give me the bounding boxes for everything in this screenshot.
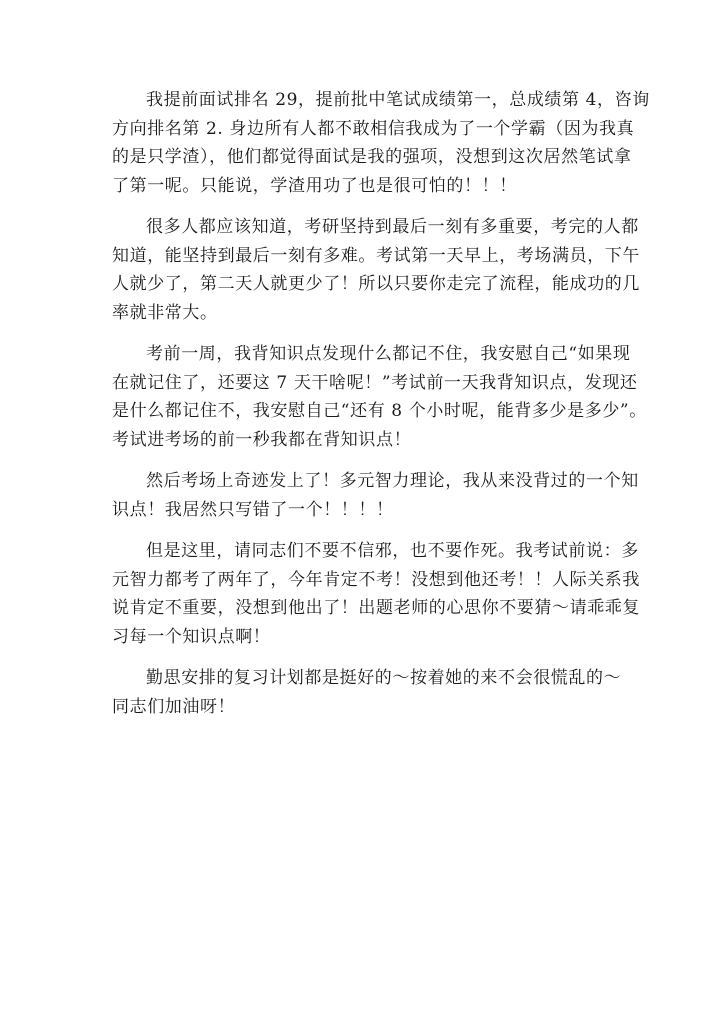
- text-line: 知道，能坚持到最后一刻有多难。考试第一天早上，考场满员，下午: [112, 245, 640, 266]
- text-line: 的是只学渣），他们都觉得面试是我的强项，没想到这次居然笔试拿: [112, 147, 632, 167]
- text-line: 但是这里，请同志们不要不信邪，也不要作死。我考试前说：多: [146, 541, 639, 561]
- text-line: 我提前面试排名 29，提前批中笔试成绩第一，总成绩第 4，咨询: [146, 90, 650, 110]
- paragraph-3: [112, 340, 647, 454]
- paragraph-2: [112, 213, 640, 327]
- paragraph-5: [112, 537, 640, 651]
- text-line: 方向排名第 2. 身边所有人都不敢相信我成为了一个学霸（因为我真: [112, 118, 635, 139]
- text-line: 识点！我居然只写错了一个！！！！: [112, 499, 394, 520]
- text-line: 了第一呢。只能说，学渣用功了也是很可怕的！！！: [112, 175, 517, 196]
- document-body: [112, 86, 650, 734]
- paragraph-1: [112, 86, 650, 200]
- text-line: 同志们加油呀！: [112, 696, 236, 717]
- text-line: 元智力都考了两年了，今年肯定不考！没想到他还考！！人际关系我: [112, 569, 640, 590]
- text-line: 在就记住了，还要这 7 天干啥呢！”考试前一天我背知识点，发现还: [112, 372, 638, 393]
- text-line: 率就非常大。: [112, 302, 218, 323]
- text-line: 是什么都记住不，我安慰自己“还有 8 个小时呢，能背多少是多少”。: [112, 401, 647, 421]
- text-line: 考试进考场的前一秒我都在背知识点！: [112, 429, 412, 450]
- text-line: 勤思安排的复习计划都是挺好的～按着她的来不会很慌乱的～: [146, 668, 622, 688]
- text-line: 很多人都应该知道，考研坚持到最后一刻有多重要，考完的人都: [146, 217, 639, 237]
- text-line: 说肯定不重要，没想到他出了！出题老师的心思你不要猜～请乖乖复: [112, 598, 640, 618]
- paragraph-6: [112, 664, 622, 721]
- paragraph-4: [112, 467, 639, 524]
- text-line: 然后考场上奇迹发上了！多元智力理论，我从来没背过的一个知: [146, 471, 639, 491]
- text-line: 人就少了，第二天人就更少了！所以只要你走完了流程，能成功的几: [112, 274, 640, 294]
- text-line: 考前一周，我背知识点发现什么都记不住，我安慰自己“如果现: [146, 344, 631, 364]
- text-line: 习每一个知识点啊！: [112, 626, 271, 647]
